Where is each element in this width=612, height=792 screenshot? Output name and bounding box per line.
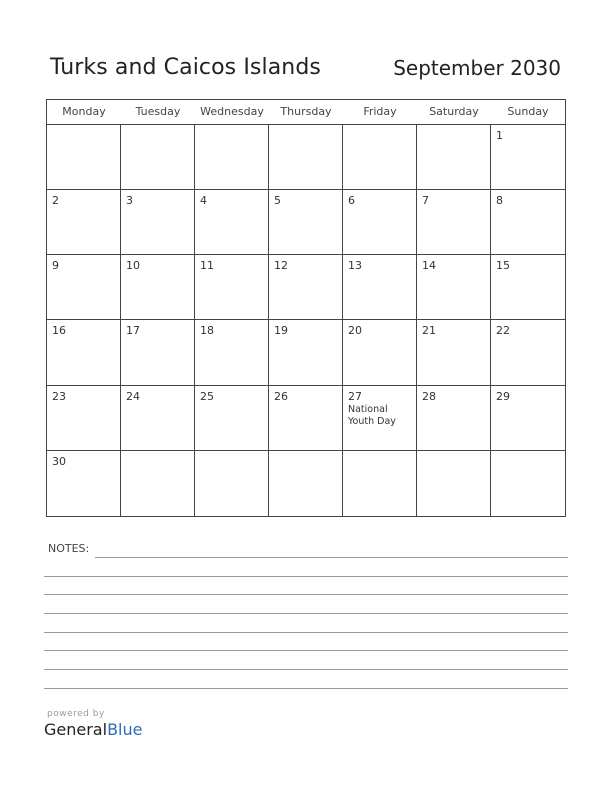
note-line [44, 669, 568, 670]
day-number: 30 [52, 454, 66, 468]
day-number: 17 [126, 324, 140, 338]
note-line [44, 688, 568, 689]
note-line [44, 632, 568, 633]
month-title: September 2030 [393, 56, 561, 80]
day-cell[interactable] [343, 451, 417, 516]
day-number: 19 [274, 324, 288, 338]
day-cell[interactable] [195, 255, 269, 320]
calendar-grid [46, 99, 566, 517]
day-cell[interactable] [195, 190, 269, 255]
note-line [95, 557, 568, 558]
day-number: 23 [52, 389, 66, 403]
day-number: 3 [126, 194, 133, 208]
day-cell[interactable] [417, 451, 491, 516]
day-cell[interactable] [47, 451, 121, 516]
day-cell[interactable] [121, 255, 195, 320]
day-cell[interactable] [491, 255, 565, 320]
day-cell[interactable] [491, 320, 565, 385]
day-cell[interactable] [269, 125, 343, 190]
day-cell[interactable] [343, 320, 417, 385]
day-number: 25 [200, 389, 214, 403]
day-cell[interactable] [417, 255, 491, 320]
day-number: 27 [348, 389, 362, 403]
day-number: 20 [348, 324, 362, 338]
weekday-label: Sunday [507, 105, 549, 118]
day-cell[interactable] [195, 451, 269, 516]
day-cell[interactable] [47, 386, 121, 451]
day-cell[interactable] [417, 125, 491, 190]
day-cell[interactable] [491, 451, 565, 516]
note-line [44, 613, 568, 614]
day-number: 5 [274, 194, 281, 208]
day-number: 2 [52, 194, 59, 208]
day-cell[interactable] [343, 190, 417, 255]
day-number: 8 [496, 194, 503, 208]
day-cell[interactable] [47, 255, 121, 320]
day-number: 18 [200, 324, 214, 338]
day-number: 7 [422, 194, 429, 208]
day-cell[interactable] [269, 451, 343, 516]
day-cell[interactable] [47, 320, 121, 385]
day-number: 16 [52, 324, 66, 338]
day-number: 29 [496, 389, 510, 403]
country-title: Turks and Caicos Islands [50, 55, 321, 80]
day-number: 11 [200, 259, 214, 273]
day-cell[interactable] [343, 386, 417, 451]
note-line [44, 594, 568, 595]
day-cell[interactable] [47, 125, 121, 190]
day-number: 28 [422, 389, 436, 403]
day-cell[interactable] [343, 255, 417, 320]
day-cell[interactable] [269, 320, 343, 385]
day-cell[interactable] [121, 125, 195, 190]
day-number: 21 [422, 324, 436, 338]
day-cell[interactable] [269, 190, 343, 255]
day-cell[interactable] [491, 386, 565, 451]
day-number: 26 [274, 389, 288, 403]
day-cell[interactable] [195, 386, 269, 451]
day-number: 24 [126, 389, 140, 403]
notes-label: NOTES: [48, 542, 90, 555]
brand-blue: Blue [107, 720, 143, 739]
day-number: 14 [422, 259, 436, 273]
weekday-label: Tuesday [135, 105, 181, 118]
day-number: 13 [348, 259, 362, 273]
day-number: 1 [496, 129, 503, 142]
brand-general: General [44, 720, 108, 739]
day-cell[interactable] [121, 190, 195, 255]
day-cell[interactable] [47, 190, 121, 255]
day-cell[interactable] [491, 125, 565, 190]
weekday-header [47, 100, 565, 125]
note-line [44, 650, 568, 651]
day-number: 12 [274, 259, 288, 273]
weekday-label: Saturday [429, 105, 479, 118]
day-number: 10 [126, 259, 140, 273]
weekday-label: Wednesday [200, 105, 264, 118]
day-number: 15 [496, 259, 510, 273]
day-cell[interactable] [121, 386, 195, 451]
day-cell[interactable] [417, 190, 491, 255]
day-cell[interactable] [195, 320, 269, 385]
day-cell[interactable] [121, 320, 195, 385]
day-cell[interactable] [491, 190, 565, 255]
day-cell[interactable] [343, 125, 417, 190]
weekday-label: Thursday [280, 105, 332, 118]
brand-logo[interactable] [44, 720, 142, 739]
day-cell[interactable] [417, 320, 491, 385]
day-number: 22 [496, 324, 510, 338]
note-line [44, 576, 568, 577]
day-cell[interactable] [417, 386, 491, 451]
day-number: 6 [348, 194, 355, 208]
holiday-label: National Youth Day [348, 403, 396, 427]
day-cell[interactable] [195, 125, 269, 190]
calendar-body [47, 125, 565, 516]
day-cell[interactable] [121, 451, 195, 516]
day-number: 4 [200, 194, 207, 208]
powered-by-text: powered by [47, 709, 105, 719]
weekday-label: Friday [363, 105, 397, 118]
day-cell[interactable] [269, 386, 343, 451]
weekday-label: Monday [62, 105, 106, 118]
day-number: 9 [52, 259, 59, 273]
day-cell[interactable] [269, 255, 343, 320]
